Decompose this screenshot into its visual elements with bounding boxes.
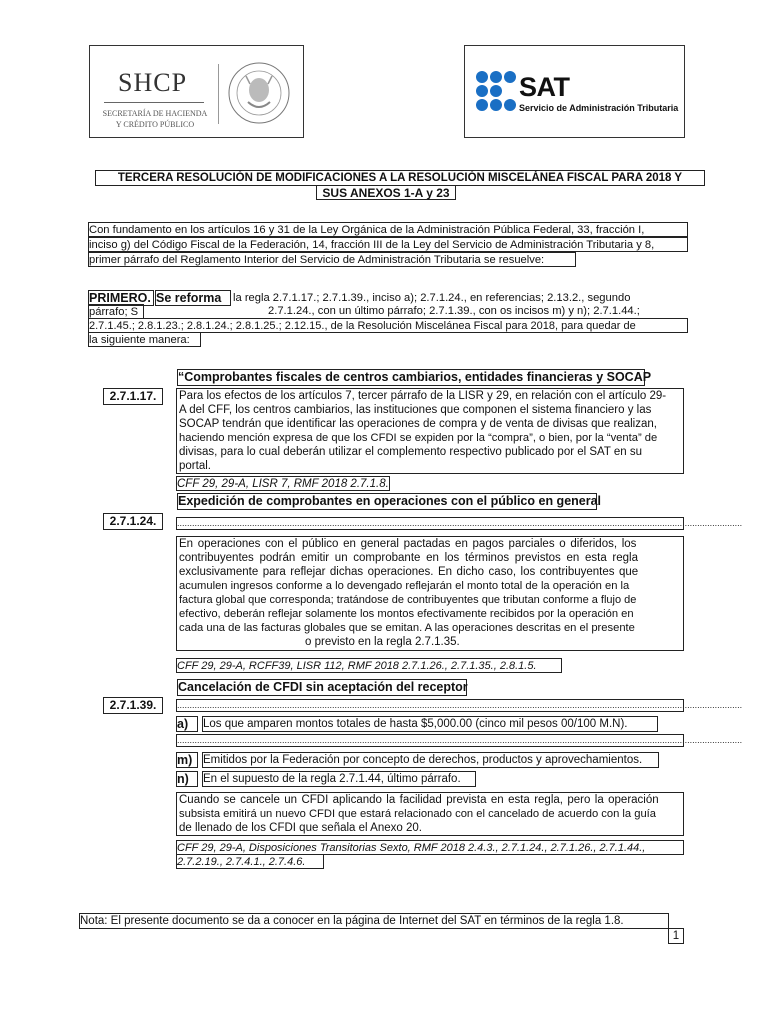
rule-17-line: divisas, para lo cual deberán utilizar el complemento respectivo publicado por el SAT en su <box>179 446 643 458</box>
rule-39-body <box>176 792 684 836</box>
rule-39-code: 2.7.1.39. <box>103 697 163 714</box>
shcp-logo-box <box>89 45 304 138</box>
rule-24-line: o previsto en la regla 2.7.1.35. <box>305 636 460 648</box>
rule-17-refs: CFF 29, 29-A, LISR 7, RMF 2018 2.7.1.8. <box>177 478 389 490</box>
rule-24-code: 2.7.1.24. <box>103 513 163 530</box>
rule-39-ellipsis-2: .................................................................................................................................................................................................................................. <box>177 735 743 745</box>
rule-24-body <box>176 536 684 651</box>
se-reforma-label: Se reforma <box>155 290 231 306</box>
rule-39-line: de llenado de los CFDI que señala el Anexo 20. <box>179 822 422 834</box>
rule-24-line: contribuyentes podrán emitir un comprobante en los términos previstos en esta regla <box>179 552 638 564</box>
sat-logo-box <box>464 45 685 138</box>
rule-17-line: Para los efectos de los artículos 7, tercer párrafo de la LISR y 29, en relación con el artículo 29- <box>179 390 667 402</box>
sat-wordmark: SAT <box>519 72 570 102</box>
sat-dots-icon <box>475 70 517 112</box>
rule-39-refs-2: 2.7.2.19., 2.7.4.1., 2.7.4.6. <box>176 854 324 869</box>
rule-17-line: haciendo mención expresa de que los CFDI se expiden por la “compra”, o bien, por la “venta” de <box>179 432 658 444</box>
rule-39-item-n-label: n) <box>176 771 198 787</box>
intro-line2: inciso g) del Código Fiscal de la Federación, 14, fracción III de la Ley del Servicio de Administración Tributaria y 8, <box>88 237 688 252</box>
rule-24-line: En operaciones con el público en general pactadas en pagos parciales o diferidos, los <box>179 538 637 550</box>
primero-label: PRIMERO. <box>88 290 154 306</box>
rule-39-item-a-label: a) <box>176 716 198 732</box>
rule-24-refs: CFF 29, 29-A, RCFF39, LISR 112, RMF 2018 2.7.1.26., 2.7.1.35., 2.8.1.5. <box>176 658 562 673</box>
rule-17-line: A del CFF, los centros cambiarios, las instituciones que componen el sistema financiero y las <box>179 404 652 416</box>
primero-line4: la siguiente manera: <box>88 332 201 347</box>
rule-17-body <box>176 388 684 474</box>
rule-39-line: Cuando se cancele un CFDI aplicando la facilidad prevista en esta regla, pero la operación <box>179 794 659 806</box>
rule-39-item-a-text: Los que amparen montos totales de hasta $5,000.00 (cinco mil pesos 00/100 M.N). <box>202 716 658 732</box>
primero-line2a: párrafo; S <box>88 304 144 319</box>
rule-24-heading: Expedición de comprobantes en operaciones con el público en general <box>178 494 602 508</box>
document-title-line2: SUS ANEXOS 1-A y 23 <box>316 185 456 200</box>
primero-line1: la regla 2.7.1.17.; 2.7.1.39., inciso a); 2.7.1.24., en referencias; 2.13.2., segundo <box>233 292 631 304</box>
page-number: 1 <box>668 928 684 944</box>
primero-line2b: 2.7.1.24., con un último párrafo; 2.7.1.39., con os incisos m) y n); 2.7.1.44.; <box>268 305 640 317</box>
sat-subtitle: Servicio de Administración Tributaria <box>519 103 679 113</box>
rule-24-line: cada una de las facturas globales que se emitan. A las operaciones descritas en el presente <box>179 622 635 634</box>
rule-39-heading: Cancelación de CFDI sin aceptación del receptor <box>178 680 468 694</box>
rule-39-item-n-text: En el supuesto de la regla 2.7.1.44, último párrafo. <box>202 771 476 787</box>
rule-24-line: factura global que corresponda; tratándose de contribuyentes que tributan conforme a flujo de <box>179 594 637 606</box>
rule-24-line: efectivo, deberán reflejar solamente los montos efectivamente recibidos por la operación en <box>179 608 634 620</box>
mexico-seal-icon <box>226 60 292 126</box>
shcp-wordmark: SHCP <box>118 68 188 97</box>
rule-17-line: portal. <box>179 460 211 472</box>
document-title-line1: TERCERA RESOLUCIÓN DE MODIFICACIONES A LA RESOLUCIÓN MISCELÁNEA FISCAL PARA 2018 Y <box>95 170 705 186</box>
shcp-line2: Y CRÉDITO PÚBLICO <box>115 120 195 129</box>
rule-39-item-m-text: Emitidos por la Federación por concepto de derechos, productos y aprovechamientos. <box>202 752 659 768</box>
primero-line3: 2.7.1.45.; 2.8.1.23.; 2.8.1.24.; 2.8.1.25.; 2.12.15., de la Resolución Miscelánea Fiscal para 2018, para quedar de <box>88 318 688 333</box>
intro-line1: Con fundamento en los artículos 16 y 31 de la Ley Orgánica de la Administración Pública Federal, 33, fracción I, <box>88 222 688 237</box>
rule-39-item-m-label: m) <box>176 752 198 768</box>
rule-24-line: exclusivamente para reflejar dichas operaciones. En dicho caso, los contribuyentes que <box>179 566 639 578</box>
shcp-divider <box>218 64 219 124</box>
rule-39-ellipsis-1: .................................................................................................................................................................................................................................. <box>177 700 743 710</box>
rule-17-line: SOCAP tendrán que identificar las operaciones de compra y de venta de divisas que realizan, <box>179 418 657 430</box>
rule-17-heading: “Comprobantes fiscales de centros cambiarios, entidades financieras y SOCAP <box>178 370 652 384</box>
rule-39-line: subsista emitirá un nuevo CFDI que estará relacionado con el cancelado de acuerdo con la guía <box>179 808 657 820</box>
rule-24-line: acumulen ingresos conforme a lo devengado reflejarán el monto total de la operación en la <box>179 580 630 592</box>
rule-17-code: 2.7.1.17. <box>103 388 163 405</box>
footer-note: Nota: El presente documento se da a conocer en la página de Internet del SAT en términos de la regla 1.8. <box>79 913 669 929</box>
rule-39-refs-1: CFF 29, 29-A, Disposiciones Transitorias Sexto, RMF 2018 2.4.3., 2.7.1.24., 2.7.1.26., 2.7.1.44., <box>176 840 684 855</box>
rule-24-ellipsis: .................................................................................................................................................................................................................................. <box>177 518 743 528</box>
shcp-rule <box>104 102 204 103</box>
shcp-line1: SECRETARÍA DE HACIENDA <box>102 109 208 118</box>
intro-line3: primer párrafo del Reglamento Interior del Servicio de Administración Tributaria se resuelve: <box>88 252 576 267</box>
